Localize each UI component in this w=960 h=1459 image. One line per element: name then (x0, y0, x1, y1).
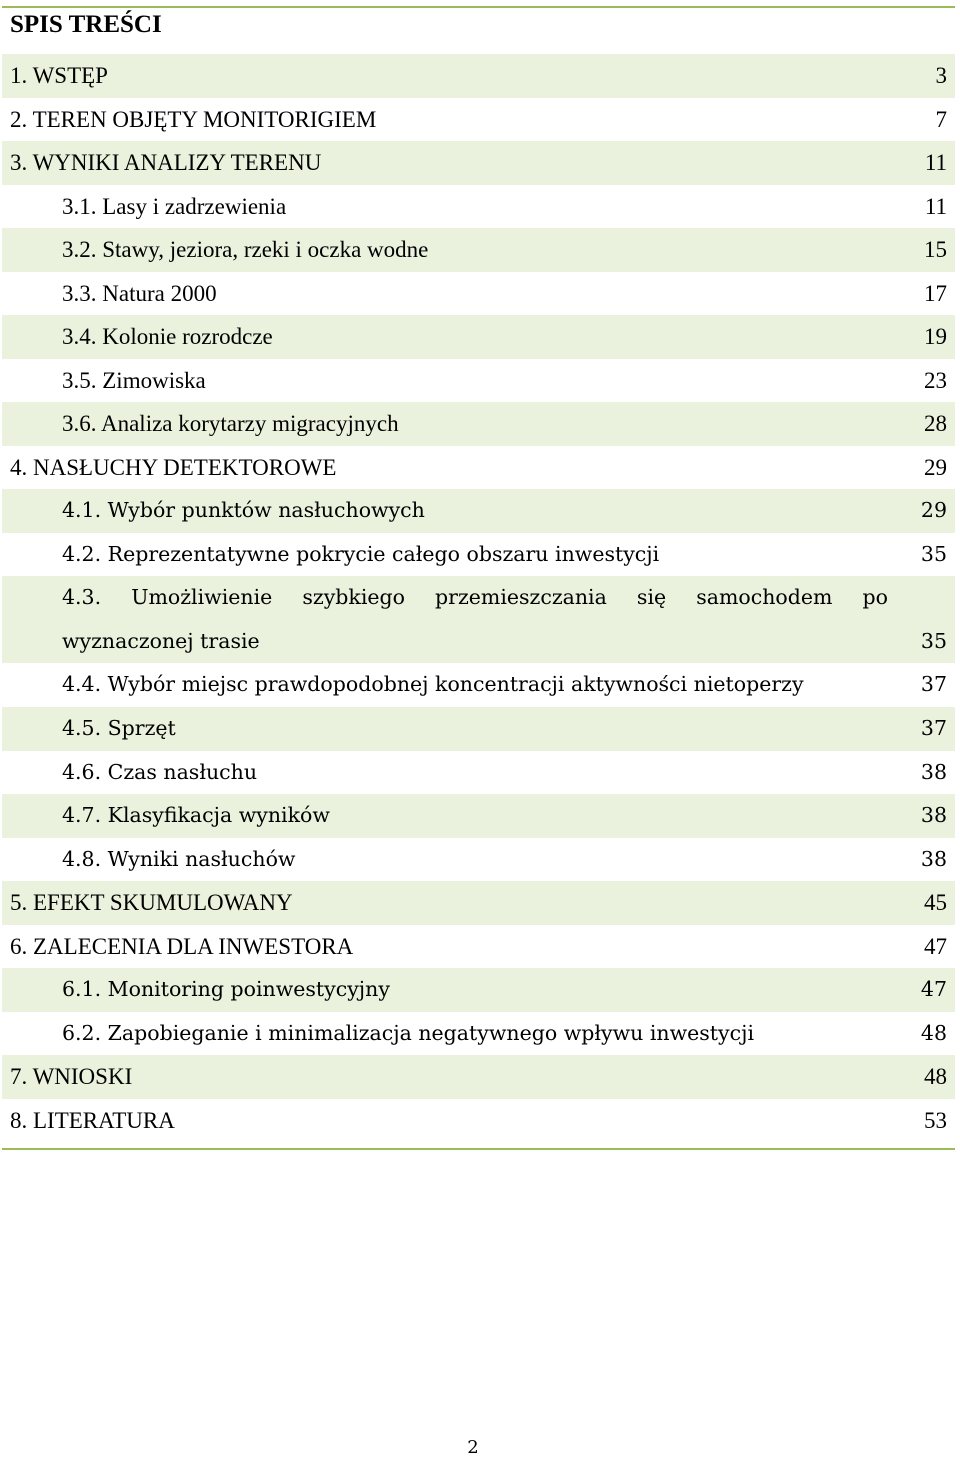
toc-entry-title: 3.4. Kolonie rozrodcze (62, 324, 273, 350)
toc-entry-page: 35 (920, 628, 947, 653)
toc-entry-3-4[interactable] (2, 315, 955, 359)
toc-entry-title: 3.2. Stawy, jeziora, rzeki i oczka wodne (62, 237, 429, 263)
toc-entry-6-2[interactable] (2, 1012, 955, 1056)
toc-entry-page: 29 (924, 454, 947, 480)
toc-entry-title: 5. EFEKT SKUMULOWANY (10, 890, 293, 916)
toc-entry-page: 37 (920, 715, 947, 740)
toc-entry-page: 28 (924, 411, 947, 437)
toc-entry-4-7[interactable] (2, 794, 955, 838)
toc-entry-3-3[interactable] (2, 272, 955, 316)
toc-entry-page: 48 (920, 1020, 947, 1045)
toc-entry-page: 47 (924, 933, 947, 959)
toc-entry-6[interactable] (2, 925, 955, 969)
toc-entry-page: 37 (920, 672, 947, 697)
toc-entry-title: 7. WNIOSKI (10, 1064, 133, 1090)
toc-entry-title: 4.6. Czas nasłuchu (62, 759, 258, 784)
toc-entry-page: 29 (920, 498, 947, 523)
toc-entry-2[interactable] (2, 98, 955, 142)
toc-entry-page: 17 (924, 280, 947, 306)
toc-entry-page: 38 (920, 846, 947, 871)
toc-entry-title: 4.8. Wyniki nasłuchów (62, 846, 296, 871)
toc-entry-page: 45 (924, 890, 947, 916)
toc-entry-4[interactable] (2, 446, 955, 490)
toc-entry-title: 3.1. Lasy i zadrzewienia (62, 193, 287, 219)
toc-entry-4-1[interactable] (2, 489, 955, 533)
toc-entry-title: 4.2. Reprezentatywne pokrycie całego obszaru inwestycji (62, 541, 660, 566)
page-number: 2 (467, 1437, 479, 1458)
toc-entry-3-5[interactable] (2, 359, 955, 403)
toc-entry-4-5[interactable] (2, 707, 955, 751)
toc-entry-title: 2. TEREN OBJĘTY MONITORIGIEM (10, 106, 377, 132)
toc-entry-page: 7 (935, 106, 947, 132)
toc-entry-page: 48 (924, 1064, 947, 1090)
toc-heading: SPIS TREŚCI (10, 11, 162, 38)
toc-entry-3[interactable] (2, 141, 955, 185)
toc-entry-title: 3.3. Natura 2000 (62, 280, 217, 306)
toc-entry-page: 23 (924, 367, 947, 393)
toc-entry-title: 3.6. Analiza korytarzy migracyjnych (62, 411, 399, 437)
toc-entry-5[interactable] (2, 881, 955, 925)
toc-entry-page: 11 (924, 150, 947, 176)
toc-entry-4-3[interactable] (2, 576, 955, 663)
toc-entry-title: 4.5. Sprzęt (62, 715, 176, 740)
toc-entry-title: 6.1. Monitoring poinwestycyjny (62, 977, 390, 1002)
toc-entry-3-6[interactable] (2, 402, 955, 446)
toc-entry-page: 19 (924, 324, 947, 350)
toc-entry-page: 35 (920, 541, 947, 566)
toc-entry-title: 4.4. Wybór miejsc prawdopodobnej koncentracji aktywności nietoperzy (62, 672, 804, 697)
toc-entry-title: 1. WSTĘP (10, 63, 108, 88)
toc-entry-title-line-2: wyznaczonej trasie (62, 628, 260, 653)
toc-entry-4-2[interactable] (2, 533, 955, 577)
toc-entry-6-1[interactable] (2, 968, 955, 1012)
toc-entry-page: 38 (920, 803, 947, 828)
toc-entry-1[interactable] (2, 54, 955, 98)
table-of-contents (2, 6, 955, 1150)
toc-entry-page: 3 (935, 63, 947, 88)
toc-entry-4-4[interactable] (2, 663, 955, 707)
toc-entry-3-1[interactable] (2, 185, 955, 229)
toc-entry-title: 4.1. Wybór punktów nasłuchowych (62, 498, 425, 523)
toc-entry-title: 3.5. Zimowiska (62, 367, 206, 393)
toc-entry-4-8[interactable] (2, 838, 955, 882)
toc-entry-page: 47 (920, 977, 947, 1002)
toc-entry-7[interactable] (2, 1055, 955, 1099)
toc-entry-title: 8. LITERATURA (10, 1107, 175, 1133)
toc-entry-page: 15 (924, 237, 947, 263)
toc-entry-4-6[interactable] (2, 751, 955, 795)
toc-entry-title: 6.2. Zapobieganie i minimalizacja negatywnego wpływu inwestycji (62, 1020, 755, 1045)
toc-entry-page: 38 (920, 759, 947, 784)
toc-entry-title (10, 576, 888, 663)
toc-entry-8[interactable] (2, 1099, 955, 1143)
toc-entry-title-line-1: 4.3. Umożliwienie szybkiego przemieszczania się samochodem po (62, 585, 888, 610)
toc-entry-title: 4.7. Klasyfikacja wyników (62, 803, 330, 828)
toc-entry-title: 3. WYNIKI ANALIZY TERENU (10, 150, 322, 176)
toc-entry-3-2[interactable] (2, 228, 955, 272)
toc-entry-title: 6. ZALECENIA DLA INWESTORA (10, 933, 354, 959)
toc-entry-title: 4. NASŁUCHY DETEKTOROWE (10, 454, 337, 480)
toc-entry-page: 11 (924, 193, 947, 219)
toc-entry-page: 53 (924, 1107, 947, 1133)
